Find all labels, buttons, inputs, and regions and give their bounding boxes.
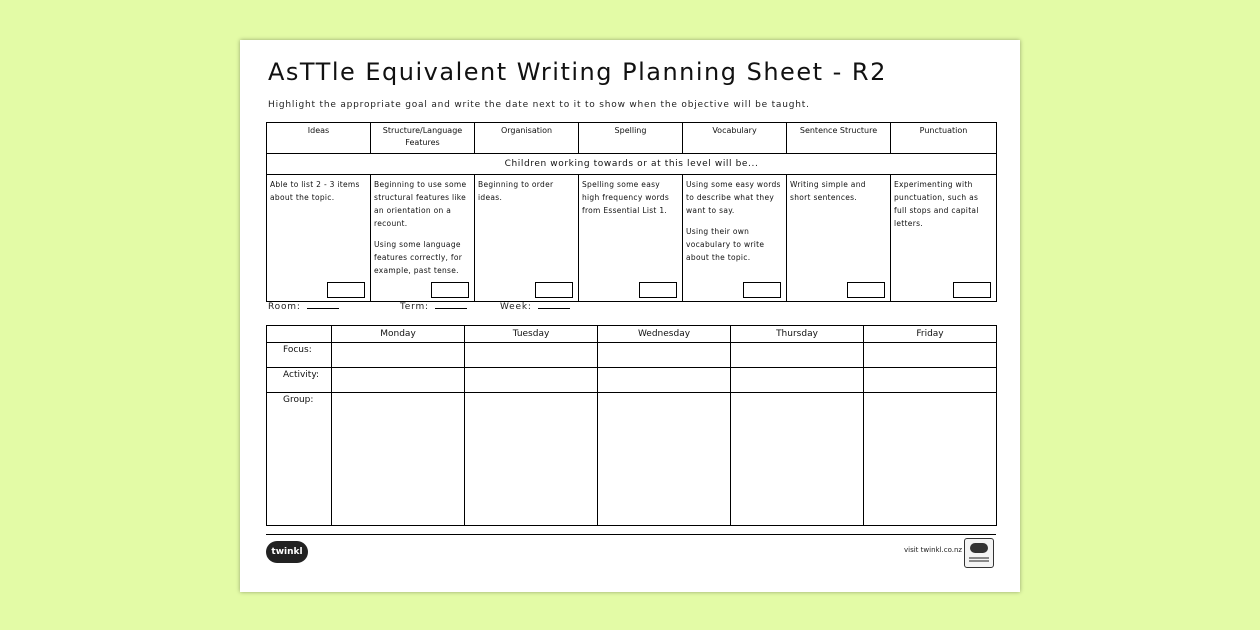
goal-cell-vocabulary [683, 175, 787, 302]
goal-text: Using some language features correctly, for example, past tense. [374, 240, 463, 275]
week-line [538, 306, 570, 309]
twinkl-logo: twinkl [266, 541, 308, 563]
goal-cell-structure [371, 175, 475, 302]
date-box[interactable] [847, 282, 885, 298]
plan-cell[interactable] [598, 393, 731, 526]
goal-text: Able to list 2 - 3 items about the topic. [270, 180, 360, 202]
header-spelling: Spelling [579, 123, 683, 154]
goal-cell-punctuation [891, 175, 997, 302]
header-vocabulary: Vocabulary [683, 123, 787, 154]
day-thursday: Thursday [731, 326, 864, 343]
visit-link[interactable]: visit twinkl.co.nz [904, 546, 963, 554]
plan-cell[interactable] [864, 393, 997, 526]
plan-cell[interactable] [731, 393, 864, 526]
term-field[interactable] [400, 302, 467, 312]
footer-divider [266, 534, 996, 535]
level-text: Children working towards or at this level will be... [267, 154, 997, 175]
room-line [307, 306, 339, 309]
day-wednesday: Wednesday [598, 326, 731, 343]
plan-cell[interactable] [465, 368, 598, 393]
goal-text: Beginning to use some structural features like an orientation on a recount. [374, 180, 467, 228]
date-box[interactable] [327, 282, 365, 298]
plan-cell[interactable] [332, 343, 465, 368]
date-box[interactable] [639, 282, 677, 298]
plan-cell[interactable] [864, 368, 997, 393]
level-row [267, 154, 997, 175]
goals-description-row [267, 175, 997, 302]
day-tuesday: Tuesday [465, 326, 598, 343]
day-monday: Monday [332, 326, 465, 343]
plan-cell[interactable] [465, 343, 598, 368]
room-label: Room: [268, 302, 301, 312]
date-box[interactable] [743, 282, 781, 298]
plan-cell[interactable] [598, 343, 731, 368]
plan-cell[interactable] [598, 368, 731, 393]
plan-cell[interactable] [332, 368, 465, 393]
date-box[interactable] [535, 282, 573, 298]
activity-row [267, 368, 997, 393]
weekly-plan-table [266, 325, 997, 526]
header-structure: Structure/Language Features [371, 123, 475, 154]
day-friday: Friday [864, 326, 997, 343]
header-punctuation: Punctuation [891, 123, 997, 154]
planning-sheet [240, 40, 1020, 592]
goal-cell-sentence-structure [787, 175, 891, 302]
plan-cell[interactable] [731, 343, 864, 368]
plan-cell[interactable] [465, 393, 598, 526]
goal-cell-organisation [475, 175, 579, 302]
focus-label: Focus: [267, 343, 332, 368]
goal-text: Experimenting with punctuation, such as full stops and capital letters. [894, 180, 979, 228]
term-line [435, 306, 467, 309]
activity-label: Activity: [267, 368, 332, 393]
goal-text: Using their own vocabulary to write about the topic. [686, 227, 765, 262]
focus-row [267, 343, 997, 368]
room-field[interactable] [268, 302, 339, 312]
goals-header-row [267, 123, 997, 154]
term-label: Term: [400, 302, 429, 312]
corner-cell [267, 326, 332, 343]
plan-cell[interactable] [731, 368, 864, 393]
week-label: Week: [500, 302, 532, 312]
goal-cell-spelling [579, 175, 683, 302]
header-ideas: Ideas [267, 123, 371, 154]
goal-text: Beginning to order ideas. [478, 180, 554, 202]
plan-cell[interactable] [332, 393, 465, 526]
goal-text: Writing simple and short sentences. [790, 180, 866, 202]
date-box[interactable] [953, 282, 991, 298]
goal-text: Spelling some easy high frequency words from Essential List 1. [582, 180, 670, 215]
weekday-header-row [267, 326, 997, 343]
header-organisation: Organisation [475, 123, 579, 154]
instructions: Highlight the appropriate goal and write the date next to it to show when the objective will be taught. [268, 100, 810, 110]
goals-table [266, 122, 997, 302]
quality-badge-icon [964, 538, 994, 568]
goal-text: Using some easy words to describe what they want to say. [686, 180, 781, 215]
group-label: Group: [267, 393, 332, 526]
page-title: AsTTle Equivalent Writing Planning Sheet - R2 [268, 58, 887, 86]
week-field[interactable] [500, 302, 570, 312]
date-box[interactable] [431, 282, 469, 298]
header-sentence-structure: Sentence Structure [787, 123, 891, 154]
goal-cell-ideas [267, 175, 371, 302]
group-row [267, 393, 997, 526]
plan-cell[interactable] [864, 343, 997, 368]
